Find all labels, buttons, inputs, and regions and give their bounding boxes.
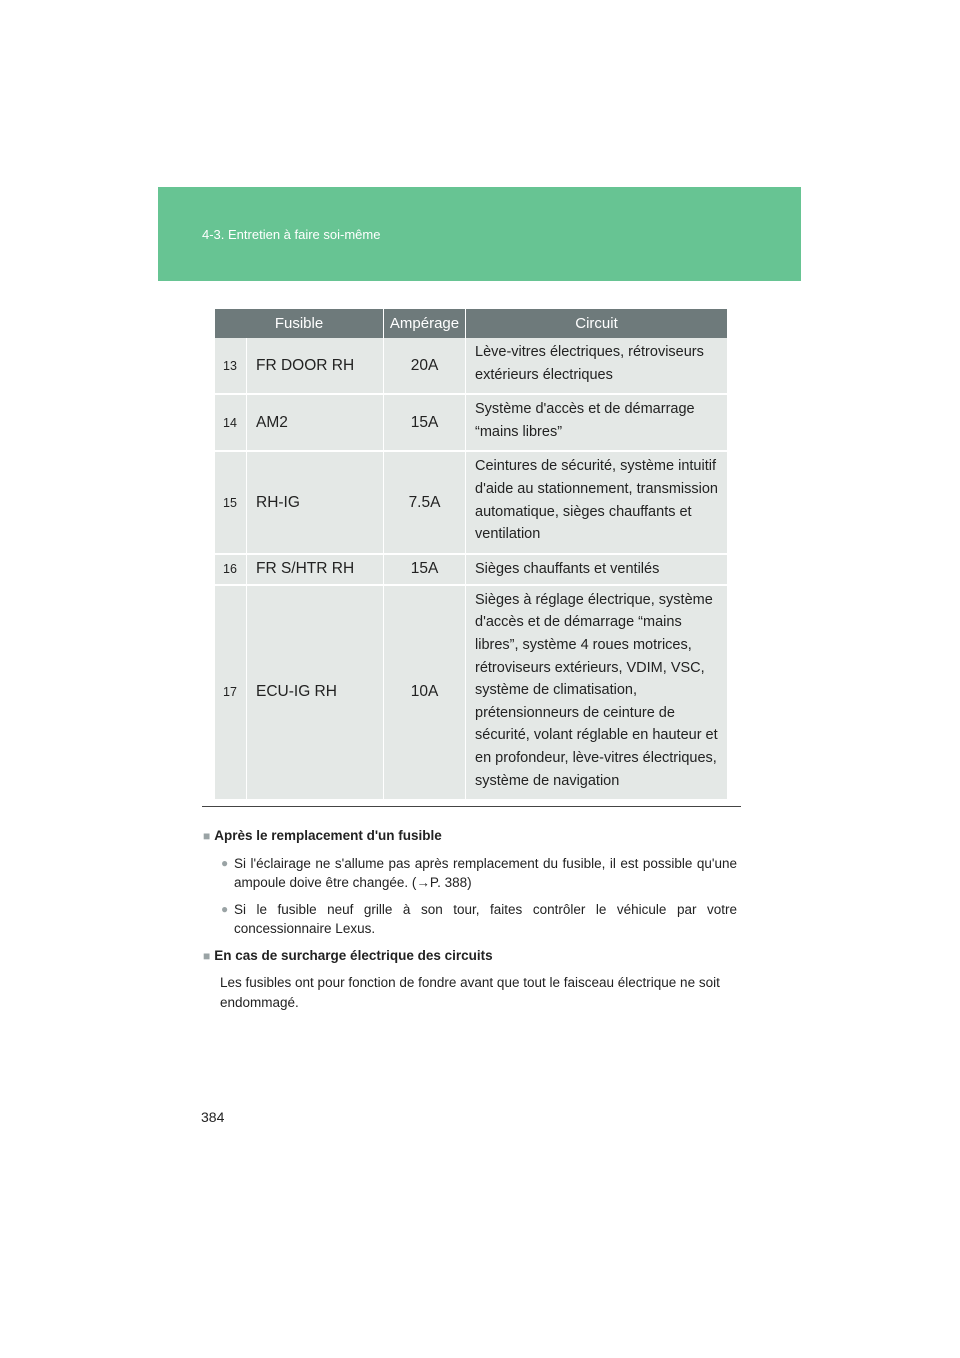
fuse-circuit: Sièges à réglage électrique, système d'accès et de démarrage “mains libres”, système 4 roues motrices, rétroviseurs extérieurs, VDIM, VSC, système de climatisation, prétensionneurs de ceinture de sécurité, volant réglable en hauteur et en profondeur, lève-vitres électriques, système de navigation (466, 586, 727, 801)
fuse-name: ECU-IG RH (247, 586, 384, 801)
fuse-amperage: 15A (384, 395, 466, 452)
fuse-circuit: Ceintures de sécurité, système intuitif d'aide au stationnement, transmission automatique, sièges chauffants et ventilation (466, 452, 727, 554)
page-number: 384 (201, 1109, 225, 1125)
fuse-name: RH-IG (247, 452, 384, 554)
table-row (215, 452, 727, 554)
fuse-name: FR DOOR RH (247, 338, 384, 395)
table-row (215, 586, 727, 801)
note-paragraph: Les fusibles ont pour fonction de fondre avant que tout le faisceau électrique ne soit endommagé. (220, 975, 720, 1010)
fuse-circuit: Sièges chauffants et ventilés (466, 555, 727, 586)
header-amperage: Ampérage (384, 309, 466, 338)
table-header-row (215, 309, 727, 338)
fuse-amperage: 15A (384, 555, 466, 586)
table-row (215, 555, 727, 586)
note-heading (203, 826, 737, 847)
note-bullet-text: Si le fusible neuf grille à son tour, faites contrôler le véhicule par votre concessionnaire Lexus. (234, 901, 737, 936)
header-fusible: Fusible (215, 309, 384, 338)
section-divider (202, 806, 741, 807)
fuse-number: 13 (215, 338, 247, 395)
notes-section (203, 826, 737, 1012)
square-bullet-icon: ■ (203, 829, 211, 843)
note-title-text: En cas de surcharge électrique des circuits (214, 947, 493, 963)
fuse-amperage: 10A (384, 586, 466, 801)
square-bullet-icon: ■ (203, 948, 211, 963)
fuse-number: 17 (215, 586, 247, 801)
note-bullet (203, 900, 737, 939)
note-heading (203, 946, 737, 967)
circle-bullet-icon: ● (221, 855, 229, 870)
fuse-name: AM2 (247, 395, 384, 452)
fuse-number: 16 (215, 555, 247, 586)
fuse-table (215, 309, 727, 801)
note-bullet-text: Si l'éclairage ne s'allume pas après remplacement du fusible, il est possible qu'une ampoule doive être changée. (→P. 388) (234, 855, 737, 890)
header-circuit: Circuit (466, 309, 727, 338)
fuse-circuit: Lève-vitres électriques, rétroviseurs extérieurs électriques (466, 338, 727, 395)
section-title: 4-3. Entretien à faire soi-même (202, 227, 381, 242)
fuse-number: 14 (215, 395, 247, 452)
fuse-circuit: Système d'accès et de démarrage “mains libres” (466, 395, 727, 452)
circle-bullet-icon: ● (221, 901, 229, 916)
fuse-amperage: 20A (384, 338, 466, 395)
note-title-text: Après le remplacement d'un fusible (214, 828, 442, 843)
fuse-number: 15 (215, 452, 247, 554)
fuse-amperage: 7.5A (384, 452, 466, 554)
section-header-band (158, 187, 801, 281)
table-row (215, 338, 727, 395)
fuse-name: FR S/HTR RH (247, 555, 384, 586)
note-bullet (203, 854, 737, 893)
table-row (215, 395, 727, 452)
